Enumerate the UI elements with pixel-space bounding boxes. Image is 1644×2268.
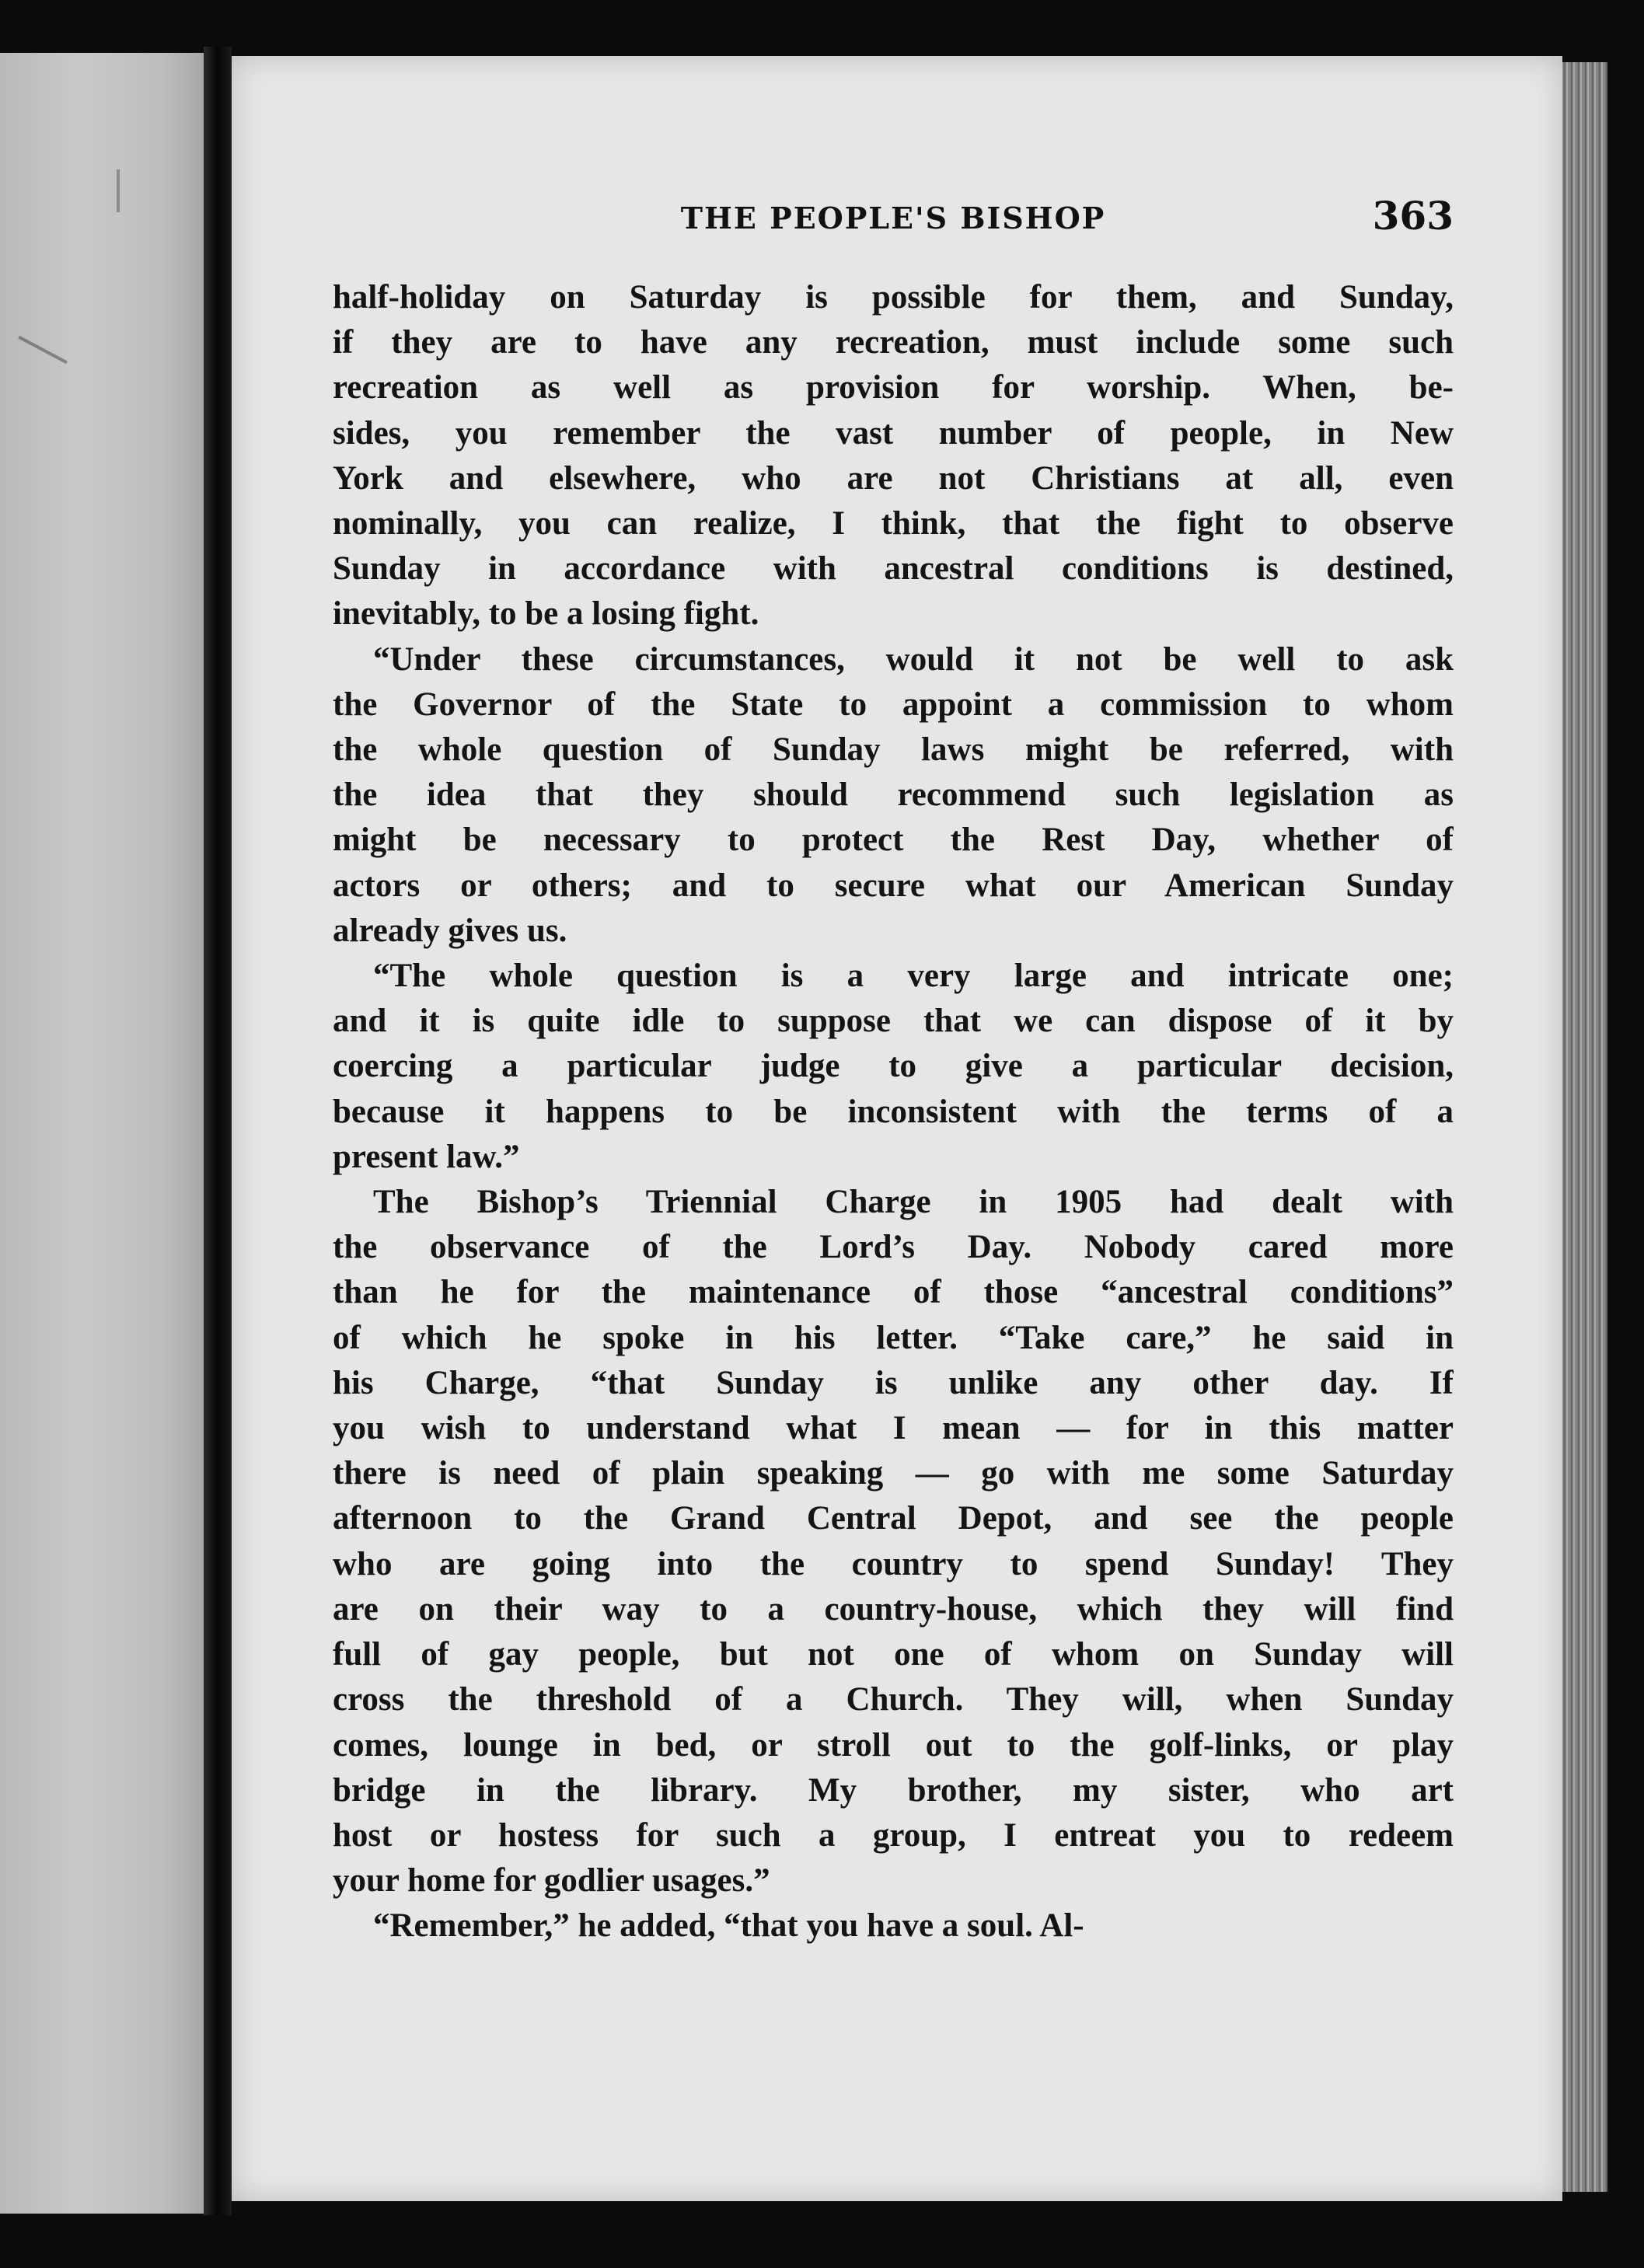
text-line: you wish to understand what I mean — for in this matter — [333, 1410, 1454, 1447]
paragraph — [333, 1180, 1454, 1903]
text-line: half-holiday on Saturday is possible for them, and Sunday, — [333, 279, 1454, 316]
text-line: sides, you remember the vast number of people, in New — [333, 414, 1454, 452]
page-number: 363 — [1372, 193, 1454, 239]
book-page — [232, 56, 1562, 2201]
body-text — [333, 275, 1454, 1949]
text-line: than he for the maintenance of those “ancestral conditions” — [333, 1274, 1454, 1311]
text-line: afternoon to the Grand Central Depot, and see the people — [333, 1500, 1454, 1537]
paragraph — [333, 275, 1454, 637]
text-line: coercing a particular judge to give a particular decision, — [333, 1048, 1454, 1085]
text-line: already gives us. — [333, 912, 567, 949]
text-line: the idea that they should recommend such legislation as — [333, 776, 1454, 814]
page-edges — [1562, 62, 1607, 2192]
text-line: The Bishop’s Triennial Charge in 1905 had dealt with — [373, 1184, 1454, 1221]
paragraph — [333, 637, 1454, 954]
text-line: the Governor of the State to appoint a commission to whom — [333, 686, 1454, 723]
text-line: your home for godlier usages.” — [333, 1862, 770, 1900]
text-line: bridge in the library. My brother, my sister, who art — [333, 1771, 1454, 1809]
paragraph — [333, 1903, 1454, 1949]
text-line: nominally, you can realize, I think, that the fight to observe — [333, 505, 1454, 543]
text-line: are on their way to a country-house, which they will find — [333, 1590, 1454, 1628]
text-line: comes, lounge in bed, or stroll out to the golf-links, or play — [333, 1726, 1454, 1764]
text-line: full of gay people, but not one of whom on Sunday will — [333, 1636, 1454, 1673]
scan-mark — [18, 336, 68, 364]
book-gutter — [204, 47, 232, 2215]
text-line: who are going into the country to spend Sunday! They — [333, 1545, 1454, 1582]
running-title: THE PEOPLE'S BISHOP — [680, 201, 1106, 236]
left-facing-page-edge — [0, 53, 204, 2214]
running-head — [333, 193, 1454, 247]
text-line: might be necessary to protect the Rest Day, whether of — [333, 822, 1454, 859]
text-line: “The whole question is a very large and intricate one; — [373, 958, 1454, 995]
text-line: cross the threshold of a Church. They will, when Sunday — [333, 1681, 1454, 1718]
text-line: the whole question of Sunday laws might be referred, with — [333, 731, 1454, 769]
text-line: the observance of the Lord’s Day. Nobody cared more — [333, 1229, 1454, 1266]
text-line: recreation as well as provision for worship. When, be- — [333, 369, 1454, 406]
text-line: host or hostess for such a group, I entreat you to redeem — [333, 1816, 1454, 1854]
paragraph — [333, 954, 1454, 1180]
text-line: York and elsewhere, who are not Christians at all, even — [333, 459, 1454, 497]
text-line: of which he spoke in his letter. “Take care,” he said in — [333, 1319, 1454, 1356]
text-line: there is need of plain speaking — go with me some Saturday — [333, 1455, 1454, 1492]
text-line: “Remember,” he added, “that you have a soul. Al- — [373, 1907, 1084, 1945]
text-line: and it is quite idle to suppose that we can dispose of it by — [333, 1003, 1454, 1040]
scan-mark — [117, 169, 120, 212]
text-line: his Charge, “that Sunday is unlike any other day. If — [333, 1364, 1454, 1401]
text-line: inevitably, to be a losing fight. — [333, 595, 759, 633]
text-line: Sunday in accordance with ancestral conditions is destined, — [333, 550, 1454, 588]
text-line: if they are to have any recreation, must include some such — [333, 324, 1454, 361]
text-line: present law.” — [333, 1138, 520, 1175]
text-line: because it happens to be inconsistent with the terms of a — [333, 1093, 1454, 1130]
text-line: actors or others; and to secure what our American Sunday — [333, 867, 1454, 904]
text-line: “Under these circumstances, would it not be well to ask — [373, 640, 1454, 678]
